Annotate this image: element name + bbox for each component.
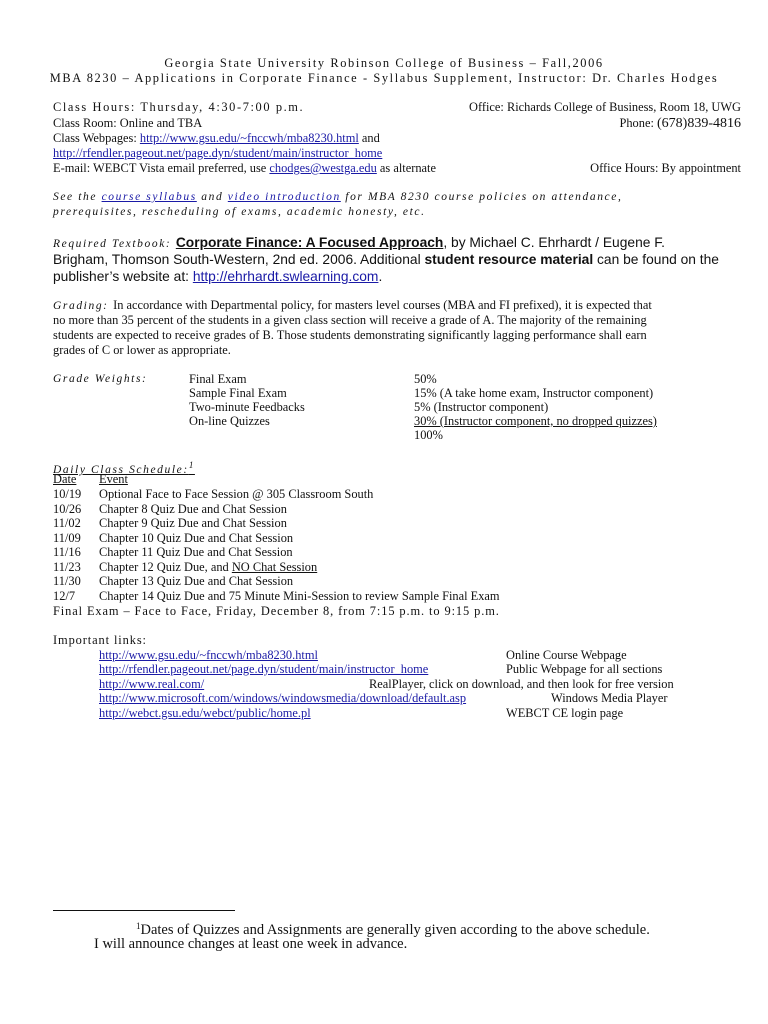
- course-webpage-link[interactable]: http://www.gsu.edu/~fnccwh/mba8230.html: [139, 131, 359, 145]
- grading-line-1: [53, 298, 652, 314]
- grading-line-3: students are expected to receive grades of B. Those students demonstrating significantly lagging performance shall earn: [53, 328, 647, 342]
- important-link-url: [99, 662, 428, 677]
- important-links-label: Important links:: [53, 633, 147, 647]
- schedule-date: 11/02: [53, 516, 81, 530]
- email-line: [53, 161, 436, 176]
- schedule-date: 11/16: [53, 545, 81, 559]
- class-webpages: [53, 131, 380, 146]
- course-webpage-url-link[interactable]: http://www.gsu.edu/~fnccwh/mba8230.html: [99, 648, 318, 662]
- publisher-website-link[interactable]: http://ehrhardt.swlearning.com: [192, 269, 379, 284]
- schedule-date: 11/09: [53, 531, 81, 545]
- weight-name-sample-final: Sample Final Exam: [189, 386, 287, 400]
- schedule-event-text: Chapter 12 Quiz Due, and: [99, 560, 232, 574]
- phone-label: Phone:: [619, 116, 657, 130]
- schedule-event: [99, 560, 317, 575]
- weight-name-feedbacks: Two-minute Feedbacks: [189, 400, 305, 414]
- footnote-line-2: I will announce changes at least one week in advance.: [94, 936, 408, 952]
- textbook-line-3: [53, 268, 382, 285]
- phone-value: (678)839-4816: [657, 116, 741, 131]
- schedule-date: 12/7: [53, 589, 76, 603]
- public-webpage-url-link[interactable]: http://rfendler.pageout.net/page.dyn/student/main/instructor_home: [99, 662, 429, 676]
- grade-weights-label: Grade Weights:: [53, 373, 148, 385]
- schedule-event: Chapter 8 Quiz Due and Chat Session: [99, 502, 287, 516]
- realplayer-url-link[interactable]: http://www.real.com/: [99, 677, 205, 691]
- schedule-event: Chapter 13 Quiz Due and Chat Session: [99, 574, 294, 588]
- schedule-date: 10/26: [53, 502, 82, 516]
- header-line-1: Georgia State University Robinson College of Business – Fall,2006: [164, 56, 604, 70]
- weight-value-feedbacks: 5% (Instructor component): [414, 400, 549, 414]
- schedule-date: 10/19: [53, 487, 82, 501]
- webpages-label: Class Webpages:: [53, 131, 140, 145]
- email-post: as alternate: [376, 161, 436, 175]
- grading-line-4: grades of C or lower as appropriate.: [53, 343, 231, 357]
- important-link-url: [99, 677, 204, 692]
- see-and: and: [196, 191, 228, 203]
- schedule-label-text: Daily Class Schedule:: [53, 464, 189, 476]
- final-exam-line: Final Exam – Face to Face, Friday, December 8, from 7:15 p.m. to 9:15 p.m.: [53, 604, 500, 618]
- schedule-event: Chapter 11 Quiz Due and Chat Session: [99, 545, 293, 559]
- schedule-footnote-mark: 1: [188, 460, 195, 470]
- important-link-desc: Windows Media Player: [551, 691, 668, 705]
- course-syllabus-link[interactable]: course syllabus: [101, 191, 197, 203]
- public-webpage-line: [53, 146, 382, 161]
- textbook-authors: , by Michael C. Ehrhardt / Eugene F.: [443, 235, 665, 250]
- important-link-url: [99, 648, 318, 663]
- class-hours: Class Hours: Thursday, 4:30-7:00 p.m.: [53, 100, 305, 114]
- schedule-event: Chapter 10 Quiz Due and Chat Session: [99, 531, 294, 545]
- grading-text-1: In accordance with Departmental policy, for masters level courses (MBA and FI prefixed), it is expected that: [113, 298, 652, 312]
- footnote-rule: [53, 910, 235, 911]
- video-introduction-link[interactable]: video introduction: [227, 191, 341, 203]
- see-post: for MBA 8230 course policies on attendance,: [340, 191, 623, 203]
- header-line-2: MBA 8230 – Applications in Corporate Finance - Syllabus Supplement, Instructor: Dr. Charles Hodges: [49, 71, 719, 85]
- office-hours: Office Hours: By appointment: [590, 161, 741, 175]
- footnote-text-1: Dates of Quizzes and Assignments are generally given according to the above schedule.: [140, 922, 650, 938]
- public-webpage-link[interactable]: http://rfendler.pageout.net/page.dyn/student/main/instructor_home: [53, 146, 383, 160]
- important-link-desc: WEBCT CE login page: [506, 706, 624, 720]
- no-chat-session: NO Chat Session: [231, 560, 318, 574]
- student-resource-material: student resource material: [424, 252, 594, 267]
- phone: [619, 116, 741, 132]
- email-link[interactable]: chodges@westga.edu: [269, 161, 377, 175]
- schedule-event: Optional Face to Face Session @ 305 Classroom South: [99, 487, 374, 501]
- textbook-label: Required Textbook:: [53, 238, 176, 250]
- weight-name-final-exam: Final Exam: [189, 372, 247, 386]
- schedule-col-date: Date: [53, 472, 77, 486]
- webct-login-url-link[interactable]: http://webct.gsu.edu/webct/public/home.pl: [99, 706, 311, 720]
- schedule-date: 11/30: [53, 574, 81, 588]
- office-location: Office: Richards College of Business, Room 18, UWG: [469, 100, 741, 114]
- schedule-date: 11/23: [53, 560, 81, 574]
- important-link-desc: Online Course Webpage: [506, 648, 627, 662]
- webpages-and: and: [358, 131, 380, 145]
- textbook-line-2: [53, 251, 719, 268]
- textbook-dot: .: [378, 269, 383, 284]
- see-syllabus-line-1: [53, 190, 622, 205]
- textbook-title: Corporate Finance: A Focused Approach: [175, 235, 444, 250]
- schedule-event: Chapter 9 Quiz Due and Chat Session: [99, 516, 287, 530]
- textbook-publisher: Brigham, Thomson South-Western, 2nd ed. 2006. Additional: [53, 252, 425, 267]
- grading-line-2: no more than 35 percent of the students in a given class section will receive a grade of A. The majority of the remaining: [53, 313, 647, 327]
- schedule-col-event: Event: [99, 472, 128, 486]
- weight-name-quizzes: On-line Quizzes: [189, 414, 270, 428]
- class-room: Class Room: Online and TBA: [53, 116, 203, 130]
- important-link-desc: Public Webpage for all sections: [506, 662, 663, 676]
- textbook-found-on: can be found on the: [593, 252, 719, 267]
- windows-media-url-link[interactable]: http://www.microsoft.com/windows/windowsmedia/download/default.asp: [99, 691, 467, 705]
- see-syllabus-line-2: prerequisites, rescheduling of exams, academic honesty, etc.: [53, 206, 426, 218]
- important-link-desc: RealPlayer, click on download, and then look for free version: [369, 677, 674, 691]
- weight-value-quizzes: 30% (Instructor component, no dropped quizzes): [414, 414, 657, 428]
- textbook-website-label: publisher’s website at:: [53, 269, 193, 284]
- email-pre: E-mail: WEBCT Vista email preferred, use: [53, 161, 270, 175]
- important-link-url: [99, 691, 466, 706]
- weight-value-final-exam: 50%: [414, 372, 437, 386]
- schedule-event: Chapter 14 Quiz Due and 75 Minute Mini-Session to review Sample Final Exam: [99, 589, 500, 603]
- weight-value-sample-final: 15% (A take home exam, Instructor component): [414, 386, 654, 400]
- grading-label: Grading:: [53, 300, 114, 312]
- weight-total: 100%: [414, 428, 443, 442]
- see-pre: See the: [53, 191, 102, 203]
- important-link-url: [99, 706, 311, 721]
- footnote-mark: 1: [136, 921, 141, 931]
